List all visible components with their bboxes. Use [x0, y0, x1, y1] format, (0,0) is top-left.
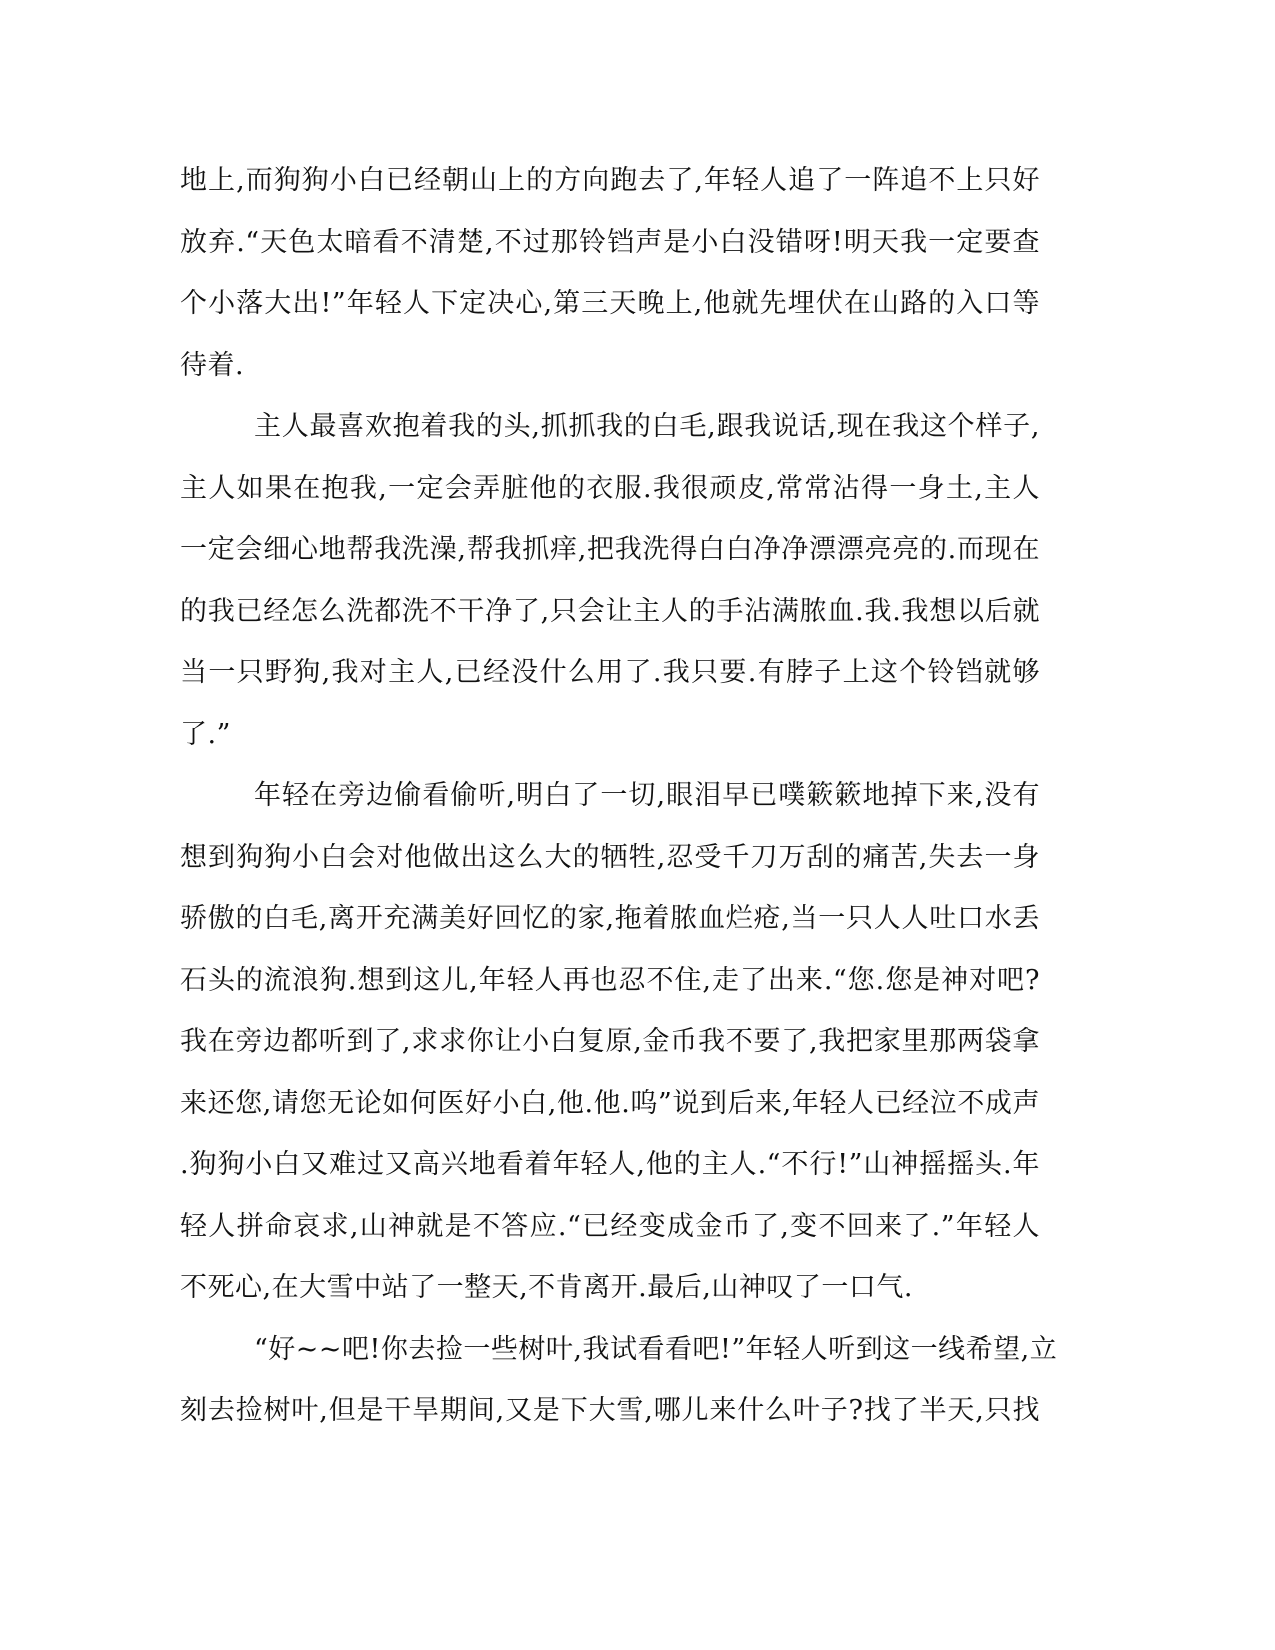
text-line: 一定会细心地帮我洗澡,帮我抓痒,把我洗得白白净净漂漂亮亮的.而现在	[180, 534, 1040, 565]
text-line: 了.”	[180, 718, 231, 750]
text-line: 的我已经怎么洗都洗不干净了,只会让主人的手沾满脓血.我.我想以后就	[180, 595, 1040, 627]
paragraph-start-line: 主人最喜欢抱着我的头,抓抓我的白毛,跟我说话,现在我这个样子,	[254, 411, 1040, 442]
text-line: 不死心,在大雪中站了一整天,不肯离开.最后,山神叹了一口气.	[180, 1272, 913, 1303]
paragraph-start-line: 年轻在旁边偷看偷听,明白了一切,眼泪早已噗簌簌地掉下来,没有	[254, 780, 1040, 811]
text-line: 主人如果在抱我,一定会弄脏他的衣服.我很顽皮,常常沾得一身土,主人	[180, 472, 1040, 504]
text-line: 地上,而狗狗小白已经朝山上的方向跑去了,年轻人追了一阵追不上只好	[180, 165, 1040, 196]
text-line: .狗狗小白又难过又高兴地看着年轻人,他的主人.“不行!”山神摇摇头.年	[180, 1149, 1040, 1180]
text-line: 来还您,请您无论如何医好小白,他.他.呜”说到后来,年轻人已经泣不成声	[180, 1087, 1040, 1119]
paragraph-start-line: “好~~吧!你去捡一些树叶,我试看看吧!”年轻人听到这一线希望,立	[254, 1333, 1058, 1365]
text-line: 想到狗狗小白会对他做出这么大的牺牲,忍受千刀万刮的痛苦,失去一身	[180, 841, 1040, 873]
text-line: 石头的流浪狗.想到这儿,年轻人再也忍不住,走了出来.“您.您是神对吧?	[180, 964, 1040, 996]
text-line: 当一只野狗,我对主人,已经没什么用了.我只要.有脖子上这个铃铛就够	[180, 657, 1040, 688]
text-line: 待着.	[180, 349, 245, 381]
text-line: 我在旁边都听到了,求求你让小白复原,金币我不要了,我把家里那两袋拿	[180, 1026, 1040, 1057]
text-line: 轻人拼命哀求,山神就是不答应.“已经变成金币了,变不回来了.”年轻人	[180, 1210, 1040, 1242]
text-line: 个小落大出!”年轻人下定决心,第三天晚上,他就先埋伏在山路的入口等	[180, 288, 1040, 319]
text-line: 刻去捡树叶,但是干旱期间,又是下大雪,哪儿来什么叶子?找了半天,只找	[180, 1395, 1040, 1426]
text-line: 骄傲的白毛,离开充满美好回忆的家,拖着脓血烂疮,当一只人人吐口水丢	[180, 903, 1040, 934]
text-line: 放弃.“天色太暗看不清楚,不过那铃铛声是小白没错呀!明天我一定要查	[180, 226, 1040, 258]
document-body	[180, 150, 1058, 1442]
